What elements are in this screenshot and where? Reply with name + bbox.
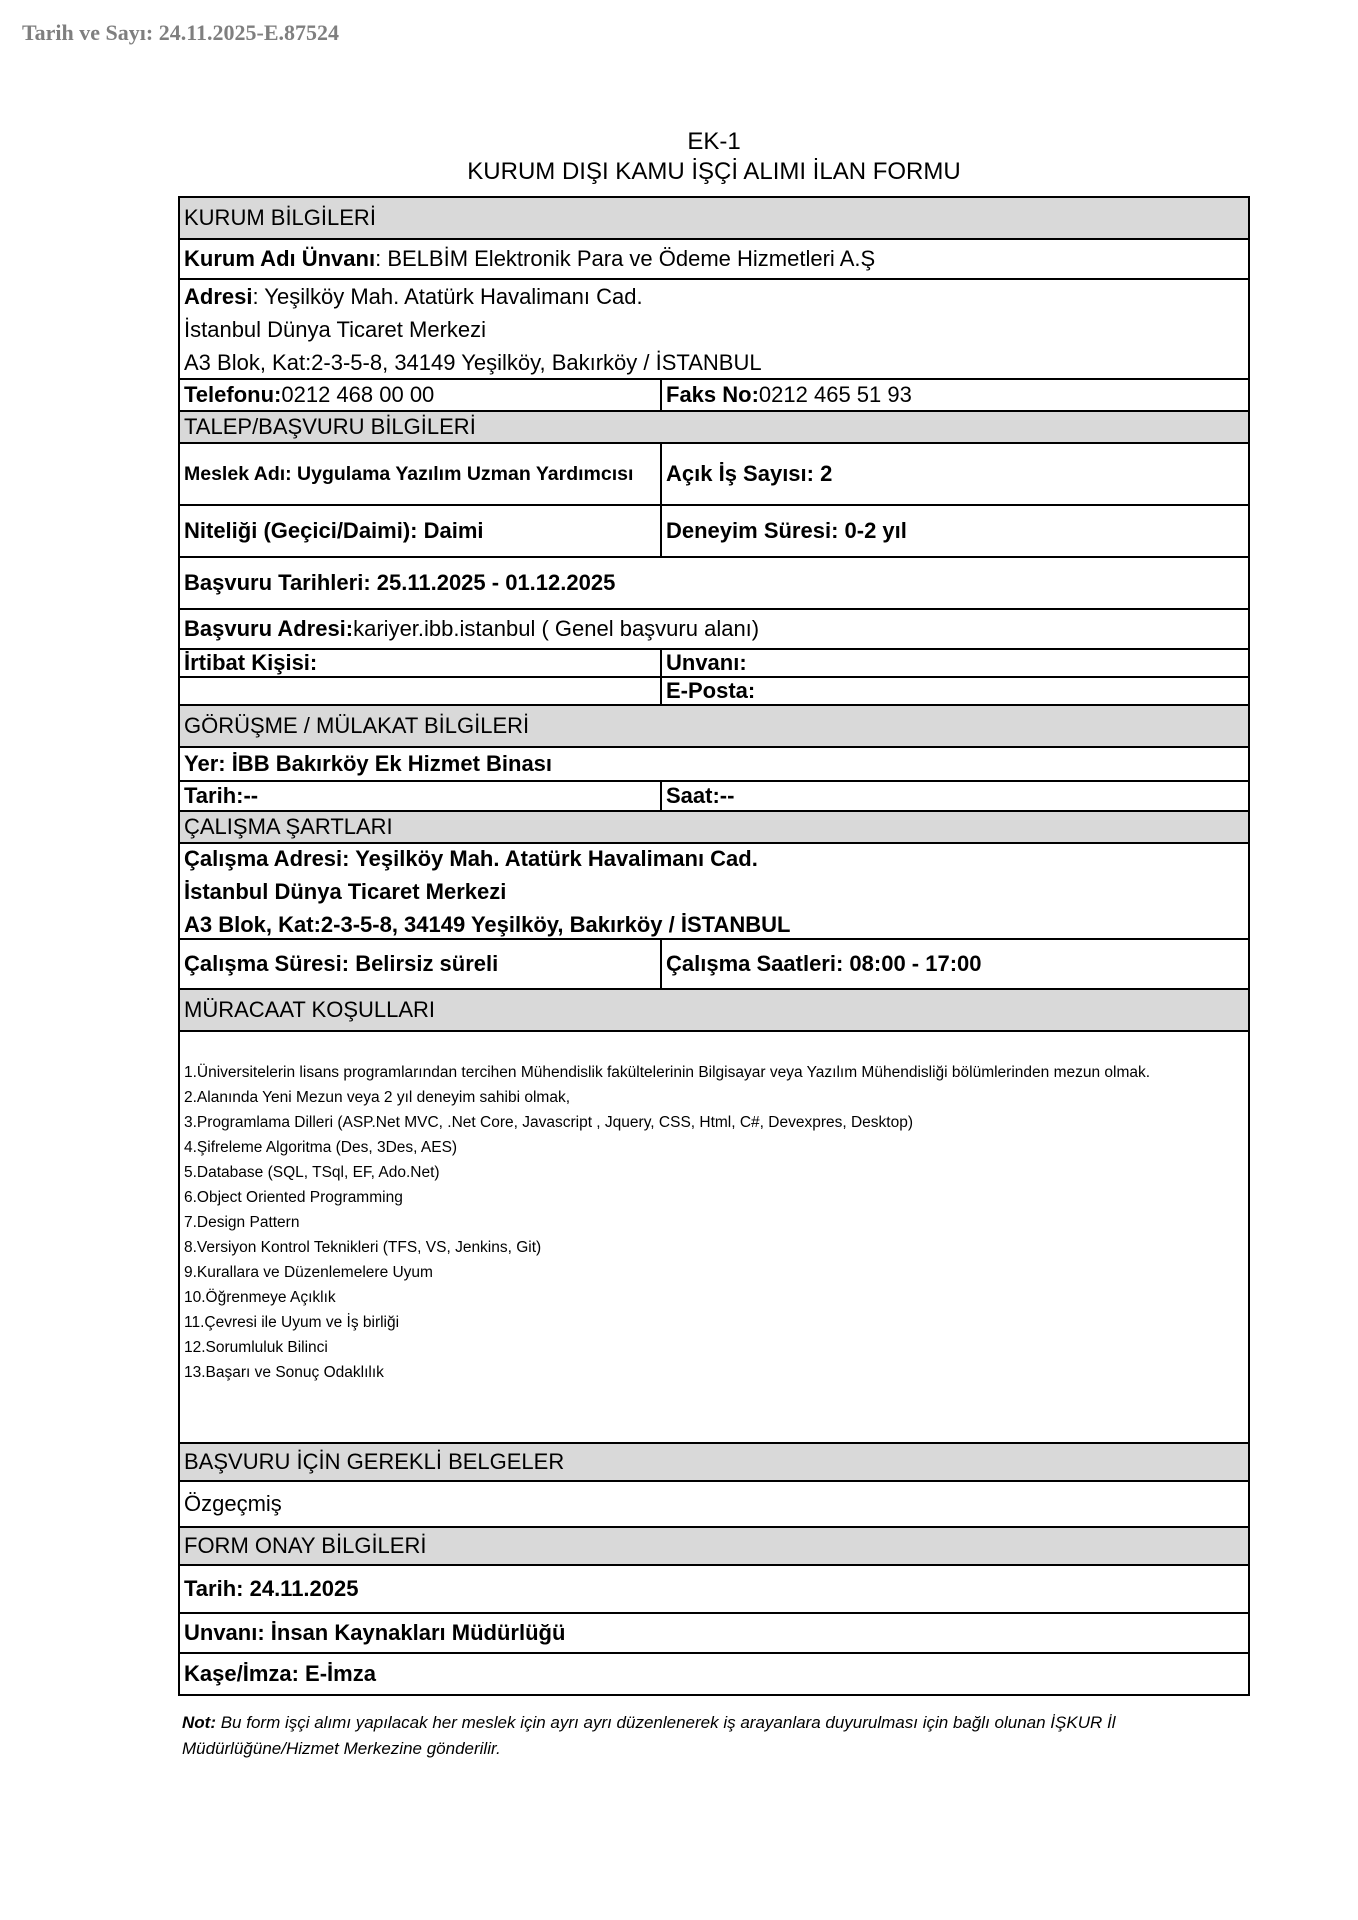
interview-time: Saat:--: [666, 783, 735, 808]
contact-person: İrtibat Kişisi:: [180, 650, 662, 676]
fax: [662, 380, 1248, 410]
document-date-number: Tarih ve Sayı: 24.11.2025-E.87524: [22, 20, 339, 45]
condition-item: 3.Programlama Dilleri (ASP.Net MVC, .Net Core, Javascript , Jquery, CSS, Html, C#, Devexpres, Desktop): [184, 1114, 914, 1131]
institution-name: [180, 240, 1248, 278]
field-label: Başvuru Adresi:: [184, 616, 354, 641]
address-row: [180, 278, 1248, 378]
condition-item: 9.Kurallara ve Düzenlemelere Uyum: [184, 1264, 433, 1281]
section-header-kurum: [180, 198, 1248, 238]
note-label: Not:: [182, 1713, 216, 1732]
work-address-row: [180, 842, 1248, 938]
footnote: [182, 1710, 1242, 1762]
note-text: Bu form işçi alımı yapılacak her meslek için ayrı ayrı düzenlenerek iş arayanlara duyurulması için bağlı olunan İŞKUR İl Müdürlüğüne/Hizmet Merkezine gönderilir.: [182, 1713, 1116, 1758]
section-header-belgeler: [180, 1442, 1248, 1480]
section-header-talep: [180, 410, 1248, 442]
profession-row: [180, 442, 1248, 504]
annex-label: EK-1: [687, 128, 741, 155]
condition-item: 6.Object Oriented Programming: [184, 1189, 403, 1206]
conditions-list: [180, 1032, 1248, 1442]
form-title: KURUM DIŞI KAMU İŞÇİ ALIMI İLAN FORMU: [467, 158, 961, 185]
institution-name-row: [180, 238, 1248, 278]
address-line: Çalışma Adresi: Yeşilköy Mah. Atatürk Havalimanı Cad.: [184, 845, 758, 871]
field-value: : Yeşilköy Mah. Atatürk Havalimanı Cad.: [252, 283, 643, 309]
interview-date: Tarih:--: [180, 782, 662, 810]
section-header-calisma: [180, 810, 1248, 842]
condition-item: 11.Çevresi ile Uyum ve İş birliği: [184, 1314, 400, 1331]
application-dates: Başvuru Tarihleri: 25.11.2025 - 01.12.2025: [184, 570, 616, 595]
section-title: TALEP/BAŞVURU BİLGİLERİ: [184, 414, 476, 439]
application-dates-row: [180, 556, 1248, 608]
experience: Deneyim Süresi: 0-2 yıl: [666, 518, 907, 543]
open-positions: Açık İş Sayısı: 2: [666, 461, 833, 486]
application-address-row: [180, 608, 1248, 648]
section-header-muracaat: [180, 988, 1248, 1030]
section-title: KURUM BİLGİLERİ: [184, 205, 376, 230]
field-label: Faks No:: [666, 382, 759, 407]
application-address: [180, 610, 1248, 648]
job-posting-form: [178, 196, 1250, 1696]
address: [180, 280, 1248, 378]
profession: Meslek Adı: Uygulama Yazılım Uzman Yardımcısı: [180, 444, 662, 504]
required-documents: Özgeçmiş: [184, 1491, 282, 1516]
section-title: GÖRÜŞME / MÜLAKAT BİLGİLERİ: [184, 713, 530, 738]
condition-item: 8.Versiyon Kontrol Teknikleri (TFS, VS, Jenkins, Git): [184, 1239, 542, 1256]
phone: [180, 380, 662, 410]
interview-place: Yer: İBB Bakırköy Ek Hizmet Binası: [184, 751, 553, 776]
job-nature: Niteliği (Geçici/Daimi): Daimi: [180, 506, 662, 556]
address-line: İstanbul Dünya Ticaret Merkezi: [184, 878, 507, 904]
field-value: 0212 468 00 00: [281, 382, 435, 407]
condition-item: 10.Öğrenmeye Açıklık: [184, 1289, 336, 1306]
contact-email: E-Posta:: [666, 678, 756, 703]
section-title: FORM ONAY BİLGİLERİ: [184, 1533, 427, 1558]
section-title: ÇALIŞMA ŞARTLARI: [184, 814, 393, 839]
work-hours: Çalışma Saatleri: 08:00 - 17:00: [666, 951, 982, 976]
nature-row: [180, 504, 1248, 556]
documents-row: [180, 1480, 1248, 1526]
signature: Kaşe/İmza: E-İmza: [184, 1661, 376, 1686]
field-label: Kurum Adı Ünvanı: [184, 246, 376, 271]
approval-date: Tarih: 24.11.2025: [184, 1576, 359, 1601]
work-duration: Çalışma Süresi: Belirsiz süreli: [180, 940, 662, 988]
section-header-onay: [180, 1526, 1248, 1564]
signature-row: [180, 1652, 1248, 1694]
condition-item: 2.Alanında Yeni Mezun veya 2 yıl deneyim sahibi olmak,: [184, 1089, 571, 1106]
field-value: kariyer.ibb.istanbul ( Genel başvuru alanı): [353, 616, 760, 641]
approval-title-row: [180, 1612, 1248, 1652]
work-address: [180, 844, 1248, 938]
work-duration-row: [180, 938, 1248, 988]
condition-item: 4.Şifreleme Algoritma (Des, 3Des, AES): [184, 1139, 458, 1156]
approval-date-row: [180, 1564, 1248, 1612]
phone-fax-row: [180, 378, 1248, 410]
interview-place-row: [180, 746, 1248, 780]
conditions-row: [180, 1030, 1248, 1442]
address-line: A3 Blok, Kat:2-3-5-8, 34149 Yeşilköy, Bakırköy / İSTANBUL: [184, 349, 762, 375]
field-value: 0212 465 51 93: [758, 382, 912, 407]
address-line: [184, 280, 643, 313]
address-line: A3 Blok, Kat:2-3-5-8, 34149 Yeşilköy, Bakırköy / İSTANBUL: [184, 911, 791, 937]
condition-item: 7.Design Pattern: [184, 1214, 300, 1231]
empty-cell: [180, 678, 662, 704]
approval-title: Unvanı: İnsan Kaynakları Müdürlüğü: [184, 1620, 566, 1645]
section-header-gorusme: [180, 704, 1248, 746]
contact-row: [180, 648, 1248, 676]
condition-item: 5.Database (SQL, TSql, EF, Ado.Net): [184, 1164, 440, 1181]
contact-title: Unvanı:: [666, 650, 747, 675]
condition-item: 12.Sorumluluk Bilinci: [184, 1339, 328, 1356]
email-row: [180, 676, 1248, 704]
section-title: MÜRACAAT KOŞULLARI: [184, 997, 436, 1022]
address-line: İstanbul Dünya Ticaret Merkezi: [184, 316, 487, 342]
section-title: BAŞVURU İÇİN GEREKLİ BELGELER: [184, 1449, 565, 1474]
condition-item: 13.Başarı ve Sonuç Odaklılık: [184, 1364, 384, 1381]
field-label: Adresi: [184, 283, 253, 309]
interview-date-time-row: [180, 780, 1248, 810]
field-value: : BELBİM Elektronik Para ve Ödeme Hizmetleri A.Ş: [375, 246, 876, 271]
field-label: Telefonu:: [184, 382, 282, 407]
condition-item: 1.Üniversitelerin lisans programlarından tercihen Mühendislik fakültelerinin Bilgisayar veya Yazılım Mühendisliği bölümlerinden mezun olmak.: [184, 1064, 1151, 1081]
